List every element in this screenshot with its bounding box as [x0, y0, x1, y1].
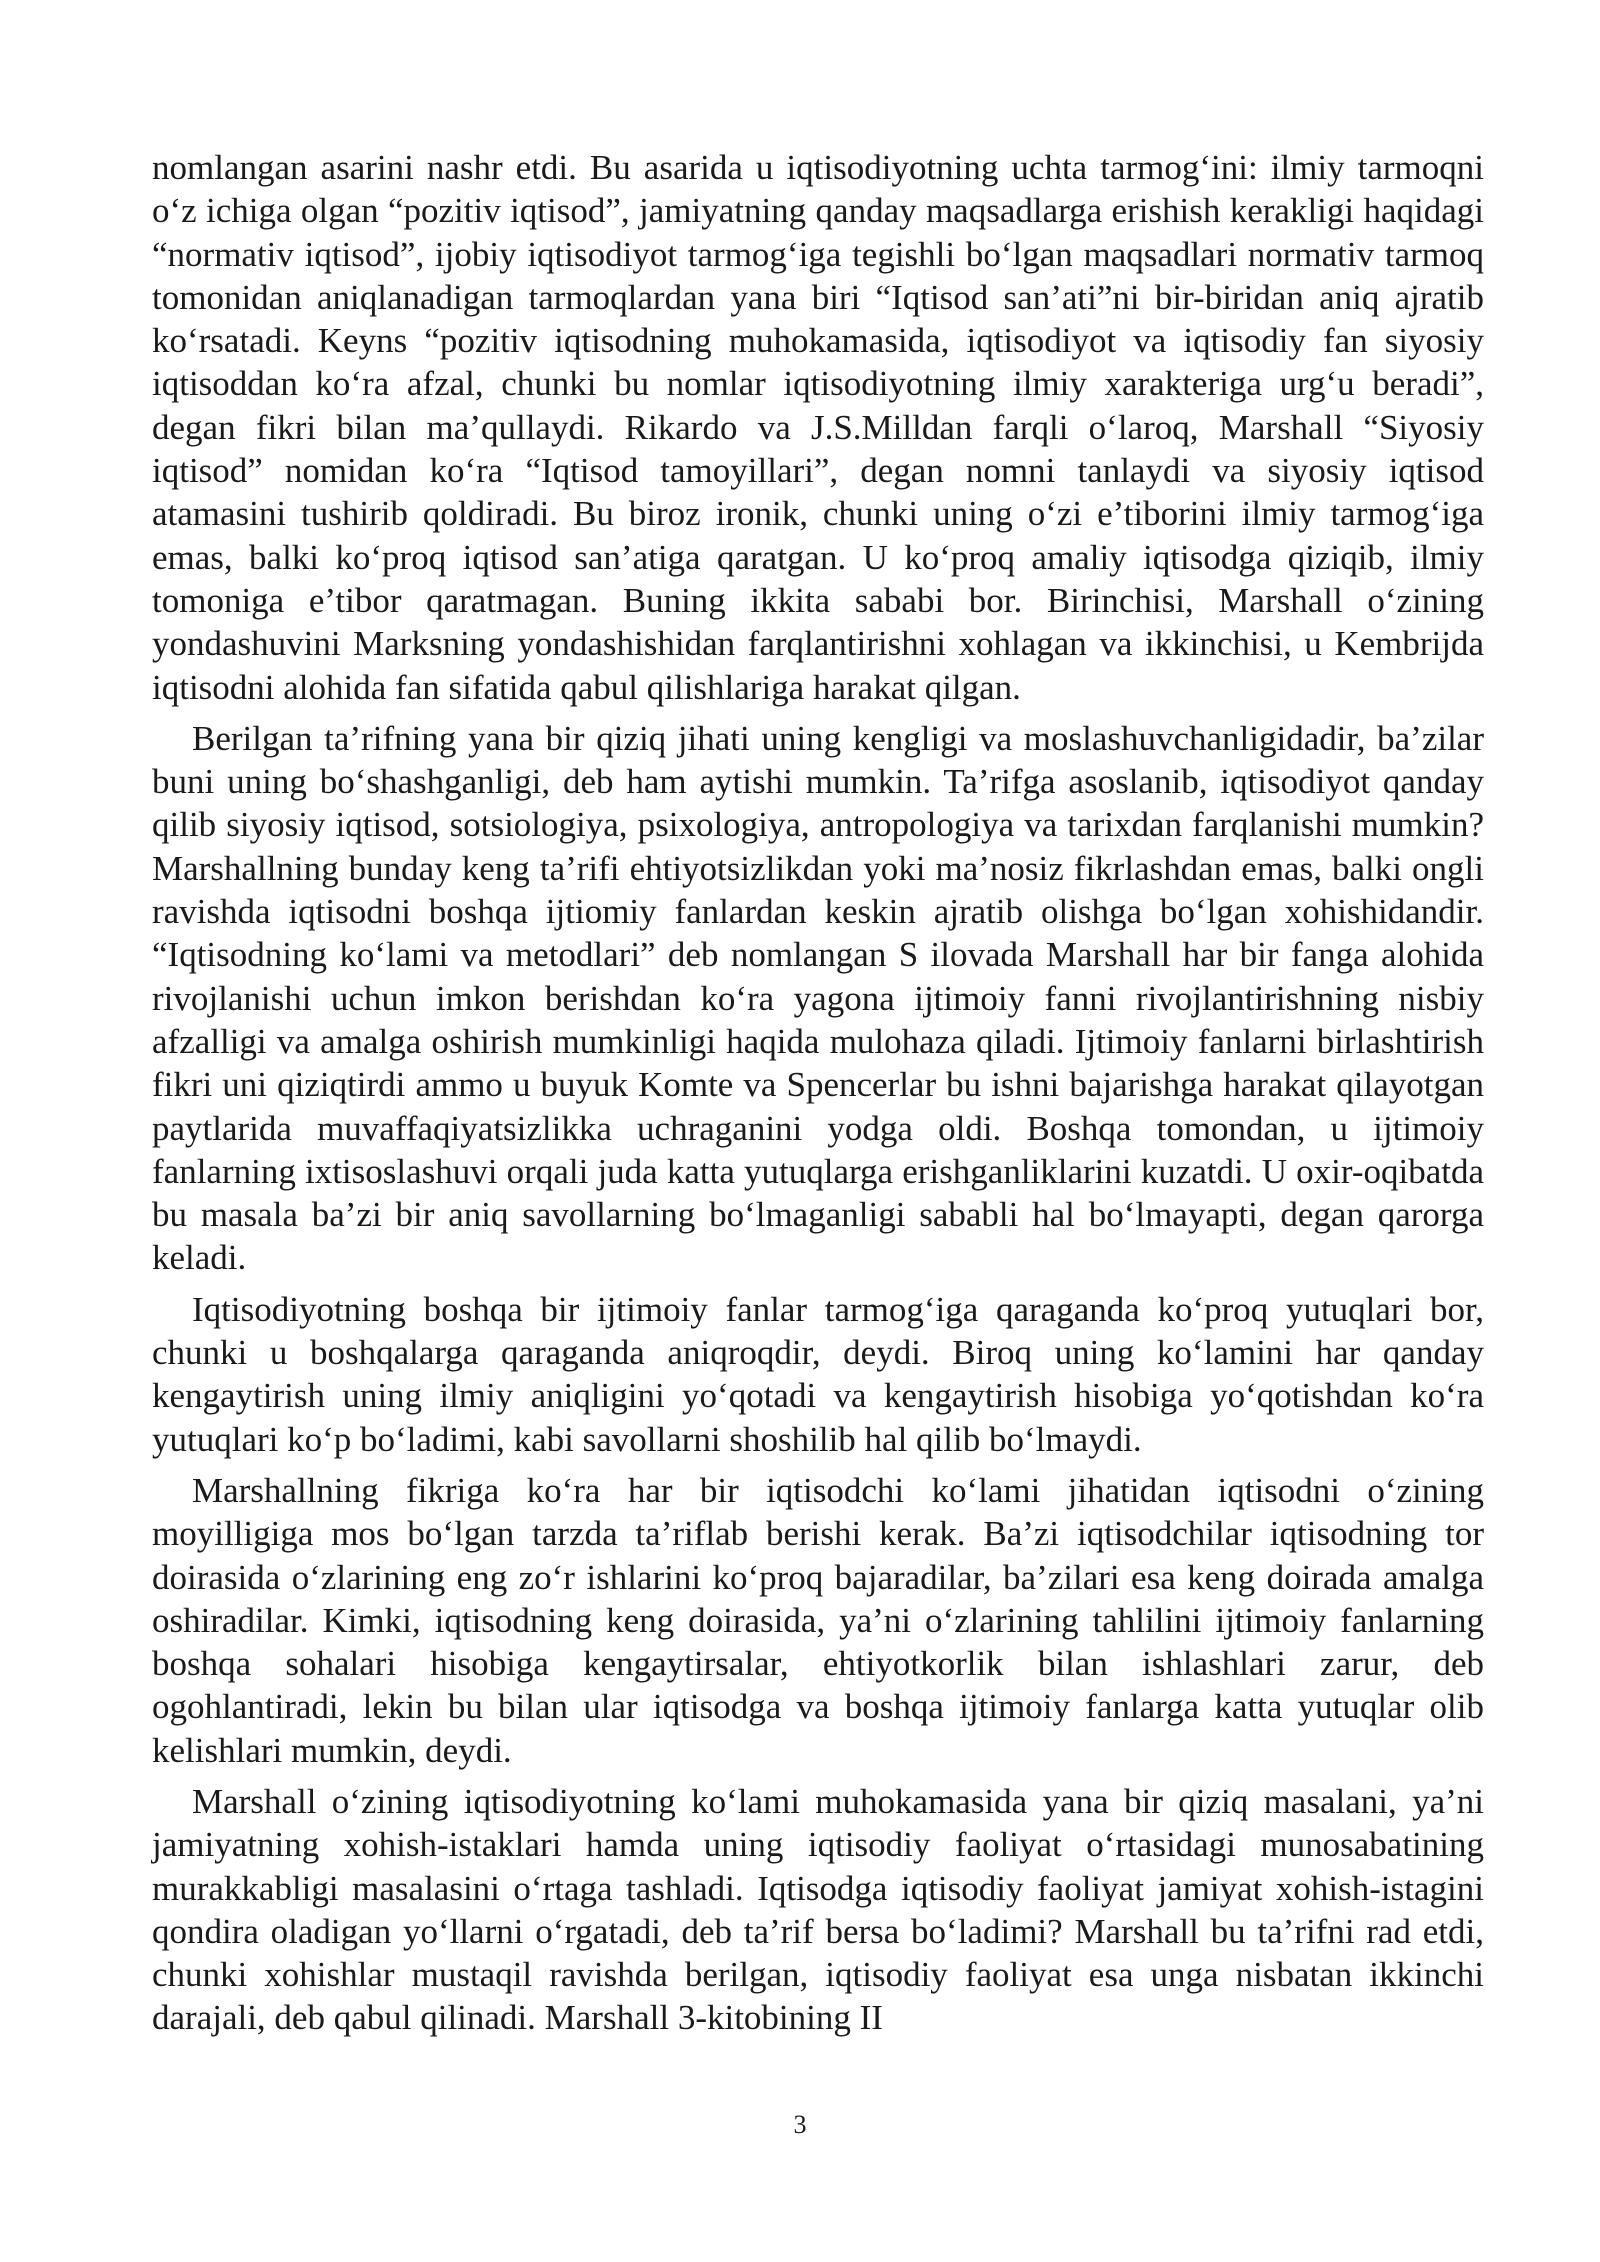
- paragraph-2: Berilgan ta’rifning yana bir qiziq jihati uning kengligi va moslashuvchanligidadir, ba’zilar buni uning bo‘shashganligi, deb ham aytishi mumkin. Ta’rifga asoslanib, iqtisodiyot qanday qilib siyosiy iqtisod, sotsiologiya, psixologiya, antropologiya va tarixdan farqlanishi mumkin? Marshallning bunday keng ta’rifi ehtiyotsizlikdan yoki ma’nosiz fikrlashdan emas, balki ongli ravishda iqtisodni boshqa ijtiomiy fanlardan keskin ajratib olishga bo‘lgan xohishidandir. “Iqtisodning ko‘lami va metodlari” deb nomlangan S ilovada Marshall har bir fanga alohida rivojlanishi uchun imkon berishdan ko‘ra yagona ijtimoiy fanni rivojlantirishning nisbiy afzalligi va amalga oshirish mumkinligi haqida mulohaza qiladi. Ijtimoiy fanlarni birlashtirish fikri uni qiziqtirdi ammo u buyuk Komte va Spencerlar bu ishni bajarishga harakat qilayotgan paytlarida muvaffaqiyatsizlikka uchraganini yodga oldi. Boshqa tomondan, u ijtimoiy fanlarning ixtisoslashuvi orqali juda katta yutuqlarga erishganliklarini kuzatdi. U oxir-oqibatda bu masala ba’zi bir aniq savollarning bo‘lmaganligi sababli hal bo‘lmayapti, degan qarorga keladi.: [152, 718, 1484, 1278]
- page-number: 3: [793, 2110, 807, 2139]
- paragraph-3: Iqtisodiyotning boshqa bir ijtimoiy fanlar tarmog‘iga qaraganda ko‘proq yutuqlari bor, chunki u boshqalarga qaraganda aniqroqdir, deydi. Biroq uning ko‘lamini har qanday kengaytirish uning ilmiy aniqligini yo‘qotadi va kengaytirish hisobiga yo‘qotishdan ko‘ra yutuqlari ko‘p bo‘ladimi, kabi savollarni shoshilib hal qilib bo‘lmaydi.: [152, 1289, 1484, 1459]
- paragraph-5: Marshall o‘zining iqtisodiyotning ko‘lami muhokamasida yana bir qiziq masalani, ya’ni jamiyatning xohish-istaklari hamda uning iqtisodiy faoliyat o‘rtasidagi munosabatining murakkabligi masalasini o‘rtaga tashladi. Iqtisodga iqtisodiy faoliyat jamiyat xohish-istagini qondira oladigan yo‘llarni o‘rgatadi, deb ta’rif bersa bo‘ladimi? Marshall bu ta’rifni rad etdi, chunki xohishlar mustaqil ravishda berilgan, iqtisodiy faoliyat esa unga nisbatan ikkinchi darajali, deb qabul qilinadi. Marshall 3-kitobining II: [152, 1781, 1484, 2038]
- document-body: [152, 146, 1484, 2048]
- paragraph-4: Marshallning fikriga ko‘ra har bir iqtisodchi ko‘lami jihatidan iqtisodni o‘zining moyilligiga mos bo‘lgan tarzda ta’riflab berishi kerak. Ba’zi iqtisodchilar iqtisodning tor doirasida o‘zlarining eng zo‘r ishlarini ko‘proq bajaradilar, ba’zilari esa keng doirada amalga oshiradilar. Kimki, iqtisodning keng doirasida, ya’ni o‘zlarining tahlilini ijtimoiy fanlarning boshqa sohalari hisobiga kengaytirsalar, ehtiyotkorlik bilan ishlashlari zarur, deb ogohlantiradi, lekin bu bilan ular iqtisodga va boshqa ijtimoiy fanlarga katta yutuqlar olib kelishlari mumkin, deydi.: [152, 1470, 1484, 1770]
- paragraph-1: nomlangan asarini nashr etdi. Bu asarida u iqtisodiyotning uchta tarmog‘ini: ilmiy tarmoqni o‘z ichiga olgan “pozitiv iqtisod”, jamiyatning qanday maqsadlarga erishish kerakligi haqidagi “normativ iqtisod”, ijobiy iqtisodiyot tarmog‘iga tegishli bo‘lgan maqsadlari normativ tarmoq tomonidan aniqlanadigan tarmoqlardan yana biri “Iqtisod san’ati”ni bir-biridan aniq ajratib ko‘rsatadi. Keyns “pozitiv iqtisodning muhokamasida, iqtisodiyot va iqtisodiy fan siyosiy iqtisoddan ko‘ra afzal, chunki bu nomlar iqtisodiyotning ilmiy xarakteriga urg‘u beradi”, degan fikri bilan ma’qullaydi. Rikardo va J.S.Milldan farqli o‘laroq, Marshall “Siyosiy iqtisod” nomidan ko‘ra “Iqtisod tamoyillari”, degan nomni tanlaydi va siyosiy iqtisod atamasini tushirib qoldiradi. Bu biroz ironik, chunki uning o‘zi e’tiborini ilmiy tarmog‘iga emas, balki ko‘proq iqtisod san’atiga qaratgan. U ko‘proq amaliy iqtisodga qiziqib, ilmiy tomoniga e’tibor qaratmagan. Buning ikkita sababi bor. Birinchisi, Marshall o‘zining yondashuvini Marksning yondashishidan farqlantirishni xohlagan va ikkinchisi, u Kembrijda iqtisodni alohida fan sifatida qabul qilishlariga harakat qilgan.: [152, 148, 1484, 707]
